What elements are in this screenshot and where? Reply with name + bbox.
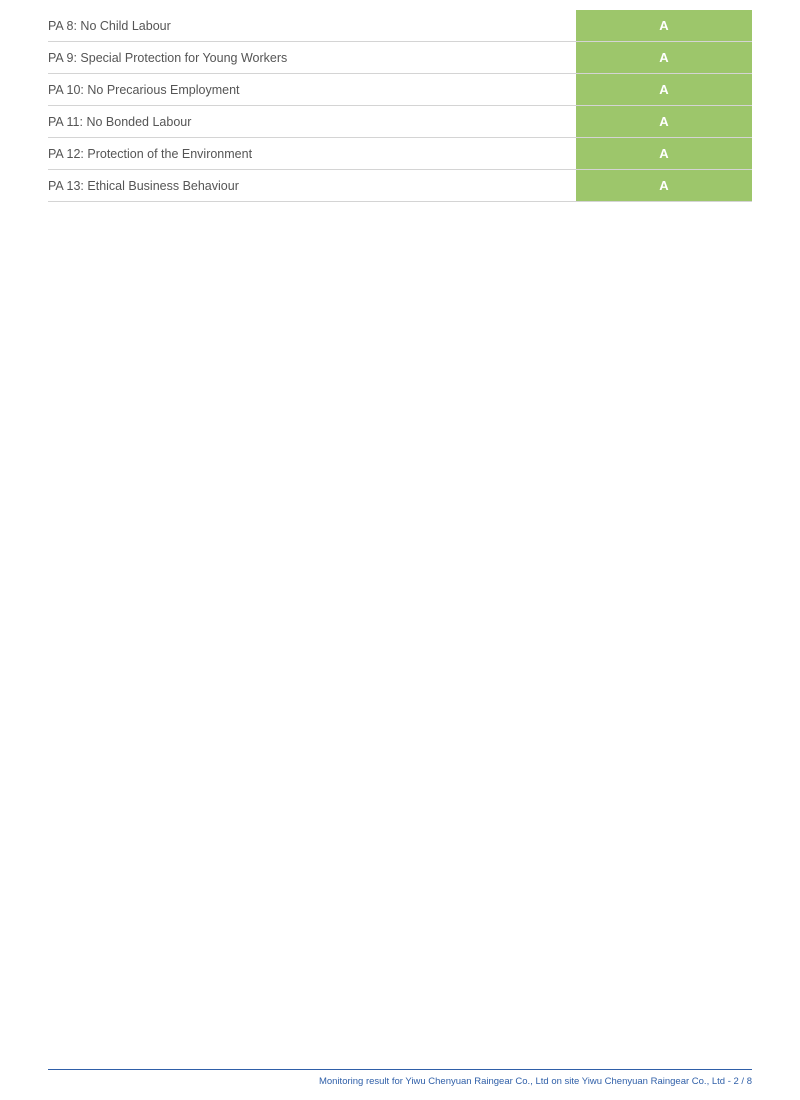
performance-area-label: PA 12: Protection of the Environment (48, 146, 253, 161)
performance-area-results-table (48, 10, 752, 202)
result-row-pa9 (48, 42, 752, 74)
grade-badge: A (576, 138, 752, 169)
grade-badge: A (576, 170, 752, 201)
result-row-pa13 (48, 170, 752, 202)
footer-divider (48, 1069, 752, 1070)
result-row-pa12 (48, 138, 752, 170)
page-footer: Monitoring result for Yiwu Chenyuan Raingear Co., Ltd on site Yiwu Chenyuan Raingear Co., Ltd - 2 / 8 (318, 1076, 752, 1087)
grade-badge: A (576, 42, 752, 73)
grade-badge: A (576, 74, 752, 105)
result-row-pa11 (48, 106, 752, 138)
grade-badge: A (576, 106, 752, 137)
performance-area-label: PA 13: Ethical Business Behaviour (48, 178, 239, 193)
performance-area-label: PA 11: No Bonded Labour (48, 114, 192, 129)
result-row-pa8 (48, 10, 752, 42)
performance-area-label: PA 8: No Child Labour (48, 18, 171, 33)
grade-badge: A (576, 10, 752, 41)
result-row-pa10 (48, 74, 752, 106)
performance-area-label: PA 9: Special Protection for Young Workers (48, 50, 288, 65)
performance-area-label: PA 10: No Precarious Employment (48, 82, 240, 97)
